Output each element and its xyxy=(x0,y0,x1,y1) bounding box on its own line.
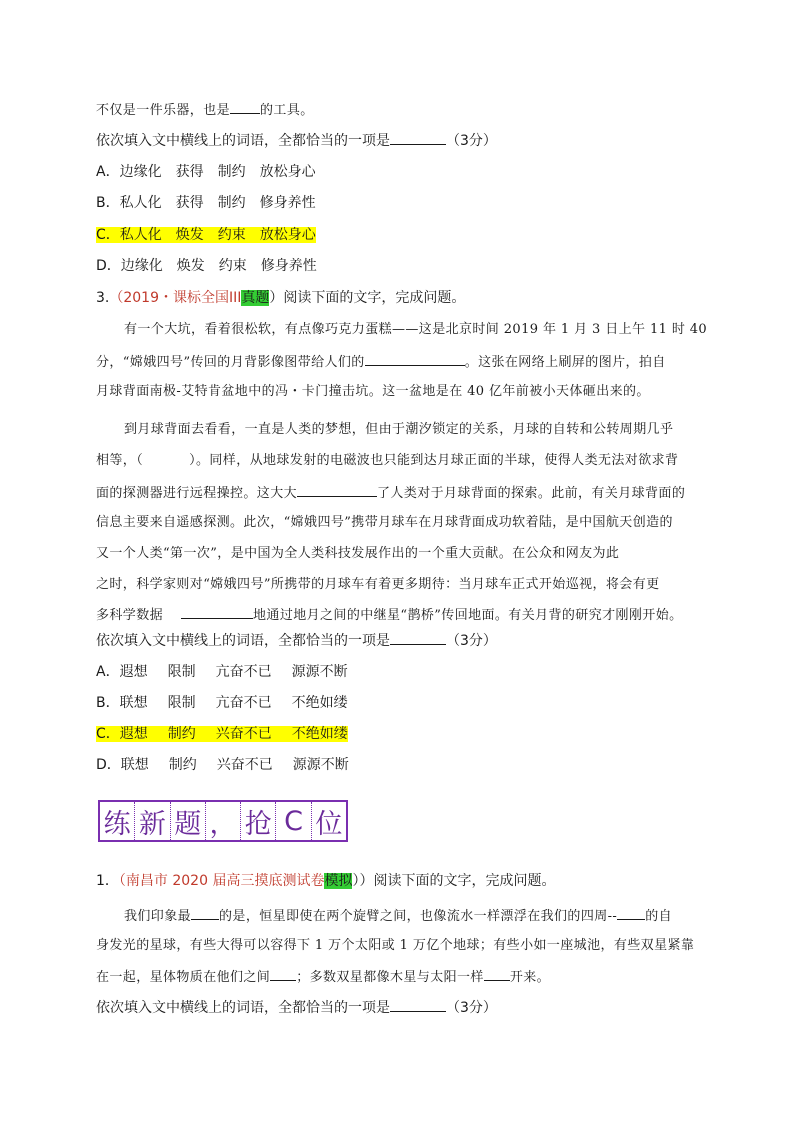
text-fragment: 了人类对于月球背面的探索。此前，有关月球背面的 xyxy=(377,486,686,501)
answer-blank xyxy=(390,130,446,145)
option-letter: B． xyxy=(96,695,120,711)
passage-line xyxy=(96,482,685,504)
option-word: 亢奋不已 xyxy=(215,695,272,711)
banner-char: 练 xyxy=(100,802,135,840)
text-fragment: 的工具。 xyxy=(260,103,314,118)
text-fragment: 之时，科学家则对“嫦娥四号”所携带的月球车有着更多期待：当月球车正式开始巡视，将会有更 xyxy=(96,577,660,592)
passage-line xyxy=(124,320,707,340)
answer-blank xyxy=(617,905,645,920)
banner-char: 位 xyxy=(315,808,343,840)
option-word: 获得 xyxy=(175,164,204,180)
option-word: 限制 xyxy=(167,695,196,711)
option-c-highlighted xyxy=(96,225,316,245)
option-word: 联想 xyxy=(120,757,149,773)
prompt-text: 依次填入文中横线上的词语，全都恰当的一项是 xyxy=(96,1000,390,1016)
option-word: 私人化 xyxy=(119,227,162,243)
question-prompt xyxy=(96,130,497,151)
text-fragment: 相等，（ xyxy=(96,453,144,468)
option-letter: A． xyxy=(96,664,120,680)
text-fragment: 身发光的星球，有些大得可以容得下 1 万个太阳或 1 万亿个地球；有些小如一座城池，有些双星紧靠 xyxy=(96,938,695,953)
score-text: （3分） xyxy=(446,633,497,649)
option-word: 制约 xyxy=(168,757,197,773)
option-word: 不绝如缕 xyxy=(291,726,348,742)
option-d xyxy=(96,755,349,775)
question-1-header xyxy=(96,871,555,891)
question-source: （南昌市 2020 届高三摸底测试卷 xyxy=(118,873,325,889)
text-fragment: 我们印象最 xyxy=(124,909,192,924)
text-fragment: 地通过地月之间的中继星“鹊桥”传回地面。有关月背的研究才刚刚开始。 xyxy=(253,608,683,623)
question-number: 3. xyxy=(96,290,110,306)
option-c-highlighted xyxy=(96,724,348,744)
banner-char: C xyxy=(276,802,311,840)
answer-blank xyxy=(484,966,510,981)
answer-blank xyxy=(297,482,377,497)
passage-tail-line xyxy=(96,99,314,121)
option-word: 焕发 xyxy=(175,227,204,243)
question-prompt xyxy=(96,630,497,651)
option-word: 放松身心 xyxy=(259,227,316,243)
passage-line xyxy=(96,604,683,626)
passage-line xyxy=(96,351,666,373)
answer-blank xyxy=(365,351,465,366)
option-word: 限制 xyxy=(167,664,196,680)
text-fragment: 到月球背面去看看，一直是人类的梦想，但由于潮汐锁定的关系，月球的自转和公转周期几乎 xyxy=(124,422,674,437)
question-number: 1． xyxy=(96,873,119,889)
option-word: 约束 xyxy=(218,258,247,274)
option-letter: D． xyxy=(96,757,121,773)
option-letter: B． xyxy=(96,195,120,211)
text-fragment: 月球背面南极-艾特肯盆地中的冯・卡门撞击坑。这一盆地是在 40 亿年前被小天体砸出来的。 xyxy=(96,384,650,399)
answer-blank xyxy=(230,99,260,114)
answer-blank xyxy=(270,966,296,981)
option-a xyxy=(96,162,316,182)
score-text: （3分） xyxy=(446,133,497,149)
question-prompt xyxy=(96,997,497,1018)
option-word: 联想 xyxy=(119,695,148,711)
option-word: 私人化 xyxy=(119,195,162,211)
section-banner xyxy=(98,800,348,842)
option-word: 制约 xyxy=(217,195,246,211)
option-word: 不绝如缕 xyxy=(291,695,348,711)
option-word: 焕发 xyxy=(176,258,205,274)
text-fragment: ；多数双星都像木星与太阳一样 xyxy=(296,970,484,985)
option-a xyxy=(96,662,348,682)
question-instruction: 阅读下面的文字，完成问题。 xyxy=(283,290,466,306)
text-fragment: 多科学数据 xyxy=(96,608,164,623)
option-word: 获得 xyxy=(175,195,204,211)
passage-line xyxy=(124,905,672,927)
option-word: 边缘化 xyxy=(119,164,162,180)
passage-line xyxy=(124,420,673,440)
option-word: 兴奋不已 xyxy=(215,726,272,742)
option-word: 制约 xyxy=(217,164,246,180)
option-letter: D． xyxy=(96,258,121,274)
banner-char: 抢 xyxy=(241,802,276,840)
option-word: 制约 xyxy=(167,726,196,742)
option-letter: A． xyxy=(96,164,120,180)
source-tag: 真题 xyxy=(241,290,270,306)
option-word: 边缘化 xyxy=(120,258,163,274)
text-fragment: 分，“嫦娥四号”传回的月背影像图带给人们的 xyxy=(96,355,365,370)
text-fragment: 开来。 xyxy=(509,970,551,985)
text-fragment: 不仅是一件乐器，也是 xyxy=(96,103,231,118)
answer-blank xyxy=(390,630,446,645)
answer-blank xyxy=(191,905,219,920)
option-d xyxy=(96,256,317,276)
option-word: 源源不断 xyxy=(291,664,348,680)
option-word: 放松身心 xyxy=(259,164,316,180)
passage-line xyxy=(96,382,650,402)
text-fragment: 又一个人类“第一次”，是中国为全人类科技发展作出的一个重大贡献。在公众和网友为此 xyxy=(96,546,620,561)
text-fragment: 在一起，星体物质在他们之间 xyxy=(96,970,271,985)
option-word: 遐想 xyxy=(119,664,148,680)
question-source: （2019・课标全国III xyxy=(109,290,242,306)
prompt-text: 依次填入文中横线上的词语，全都恰当的一项是 xyxy=(96,133,390,149)
passage-line xyxy=(96,513,673,533)
option-word: 修身养性 xyxy=(260,258,317,274)
option-b xyxy=(96,693,348,713)
passage-line xyxy=(96,451,678,471)
passage-line xyxy=(96,936,694,956)
text-fragment: 有一个大坑，看着很松软，有点像巧克力蛋糕——这是北京时间 2019 年 1 月 3 日上午 11 时 40 xyxy=(124,322,708,337)
passage-line xyxy=(96,544,619,564)
option-letter: C． xyxy=(96,726,120,742)
option-letter: C． xyxy=(96,227,120,243)
option-word: 亢奋不已 xyxy=(215,664,272,680)
source-paren: ） xyxy=(352,873,360,889)
option-word: 约束 xyxy=(217,227,246,243)
banner-char: 新 xyxy=(135,802,170,840)
passage-line xyxy=(96,575,660,595)
option-word: 遐想 xyxy=(119,726,148,742)
option-word: 兴奋不已 xyxy=(216,757,273,773)
banner-char: ， xyxy=(206,802,241,840)
score-text: （3分） xyxy=(446,1000,497,1016)
text-fragment: ）。同样，从地球发射的电磁波也只能到达月球正面的半球，使得人类无法对欲求背 xyxy=(189,453,679,468)
question-3-header xyxy=(96,288,465,308)
question-instruction: ）阅读下面的文字，完成问题。 xyxy=(359,873,556,889)
text-fragment: 的是，恒星即使在两个旋臂之间，也像流水一样漂浮在我们的四周-- xyxy=(219,909,618,924)
text-fragment: 。这张在网络上刷屏的图片，拍自 xyxy=(464,355,666,370)
answer-blank xyxy=(181,604,253,619)
option-word: 源源不断 xyxy=(292,757,349,773)
passage-line xyxy=(96,966,550,988)
option-b xyxy=(96,193,316,213)
answer-blank xyxy=(390,997,446,1012)
option-word: 修身养性 xyxy=(259,195,316,211)
source-paren: ） xyxy=(269,290,284,306)
text-fragment: 的自 xyxy=(645,909,673,924)
banner-char: 题 xyxy=(171,802,206,840)
source-tag: 模拟 xyxy=(324,873,353,889)
text-fragment: 信息主要来自遥感探测。此次，“嫦娥四号”携带月球车在月球背面成功软着陆，是中国航天创造的 xyxy=(96,515,673,530)
text-fragment: 面的探测器进行远程操控。这大大 xyxy=(96,486,298,501)
prompt-text: 依次填入文中横线上的词语，全都恰当的一项是 xyxy=(96,633,390,649)
